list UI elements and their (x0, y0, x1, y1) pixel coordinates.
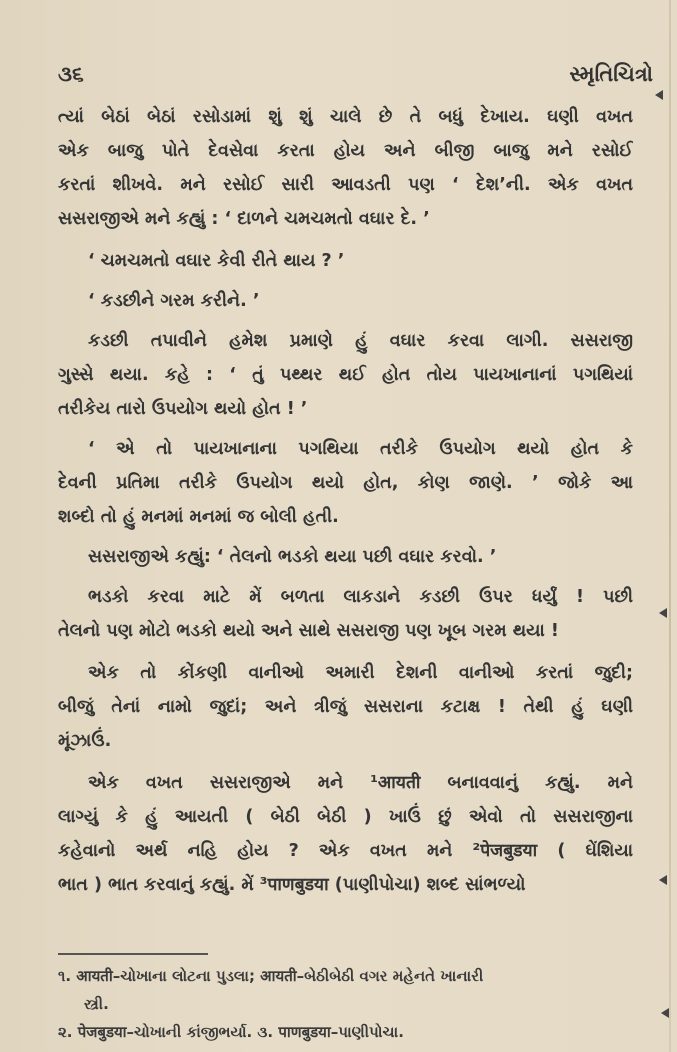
text-line: તેલનો પણ મોટો ભડકો થયો અને સાથે સસરાજી પણ ખૂબ ગરમ થયા ! (58, 621, 559, 641)
text-line: એક વખત સસરાજીએ મને ¹आयती બનાવવાનું કહ્યું. મને (88, 773, 633, 793)
body-text (58, 100, 633, 902)
paragraph (58, 100, 633, 236)
text-line: કરતાં શીખવે. મને રસોઈ સારી આવડતી પણ ‘ દેશ’ની. એક વખત (58, 175, 633, 195)
paragraph (58, 656, 633, 758)
footnotes (58, 962, 633, 1046)
footnote-line: ૨. पेजबुडया–ચોખાની કાંજીભર્યા. ૩. पाणबुडया–પાણીપોચા. (58, 1023, 404, 1041)
margin-mark (659, 608, 667, 618)
margin-mark (655, 90, 663, 100)
paragraph (58, 244, 633, 278)
text-line: કહેવાનો અર્થ નહિ હોય ? એક વખત મને ²पेजबुडया ( ઘેંશિયા (58, 841, 633, 861)
footnote-line: ૧. आयती–ચોખાના લોટના પુડલા; आयती–બેઠીબેઠી વગર મહેનતે ખાનારી (58, 967, 484, 985)
text-line: દેવની પ્રતિમા તરીકે ઉપયોગ થયો હોત, કોણ જાણે. ’ જોકે આ (58, 473, 633, 493)
text-line: ત્યાં બેઠાં બેઠાં રસોડામાં શું શું ચાલે છે તે બધું દેખાય. ઘણી વખત (58, 107, 633, 127)
paragraph (58, 324, 633, 426)
text-line: બીજું તેનાં નામો જુદાં; અને ત્રીજું સસરાના કટાક્ષ ! તેથી હું ઘણી (58, 697, 633, 717)
text-line: એક તો કોંકણી વાનીઓ અમારી દેશની વાનીઓ કરતાં જુદી; (88, 663, 633, 683)
text-line: કડછી તપાવીને હમેશ પ્રમાણે હું વઘાર કરવા લાગી. સસરાજી (88, 331, 633, 351)
text-line: લાગ્યું કે હું આયતી ( બેઠી બેઠી ) ખાઉં છું એવો તો સસરાજીના (58, 807, 633, 827)
margin-mark (659, 875, 667, 885)
text-line: એક બાજુ પોતે દેવસેવા કરતા હોય અને બીજી બાજુ મને રસોઈ (58, 141, 633, 161)
footnote (58, 962, 633, 1018)
margin-mark (661, 1008, 669, 1018)
paragraph (58, 580, 633, 648)
footnote-divider (58, 953, 208, 955)
footnote (58, 1018, 633, 1046)
paragraph (58, 766, 633, 902)
text-line: ભાત ) ભાત કરવાનું કહ્યું. મેં ³पाणबुडया (પાણીપોચા) શબ્દ સાંભળ્યો (58, 875, 526, 895)
paragraph (58, 432, 633, 534)
running-title: સ્મૃતિચિત્રો (569, 62, 653, 86)
page-header (58, 62, 653, 92)
page-number: ૩૬ (58, 62, 84, 86)
text-line: ‘ એ તો પાયખાનાના પગથિયા તરીકે ઉપયોગ થયો હોત કે (88, 439, 633, 459)
text-line: તરીકેય તારો ઉપયોગ થયો હોત ! ’ (58, 399, 308, 419)
text-line: સસરાજીએ કહ્યું: ‘ તેલનો ભડકો થયા પછી વઘાર કરવો. ’ (88, 547, 497, 567)
text-line: ગુસ્સે થયા. કહે : ‘ તું પથ્થર થઈ હોત તોય પાયખાનાનાં પગથિયાં (58, 365, 633, 385)
text-line: સસરાજીએ મને કહ્યું : ‘ દાળને ચમચમતો વઘાર દે. ’ (58, 209, 430, 229)
paragraph (58, 540, 633, 574)
text-line: મૂંઝાઉં. (58, 731, 112, 751)
text-line: ‘ ચમચમતો વઘાર કેવી રીતે થાય ? ’ (88, 251, 345, 271)
paragraph (58, 284, 633, 318)
footnote-line: સ્ત્રી. (84, 995, 109, 1013)
text-line: શબ્દો તો હું મનમાં મનમાં જ બોલી હતી. (58, 507, 339, 527)
text-line: ભડકો કરવા માટે મેં બળતા લાકડાને કડછી ઉપર ધર્યું ! પછી (88, 587, 633, 607)
page-edge-line (669, 0, 671, 1052)
text-line: ‘ કડછીને ગરમ કરીને. ’ (88, 291, 260, 311)
